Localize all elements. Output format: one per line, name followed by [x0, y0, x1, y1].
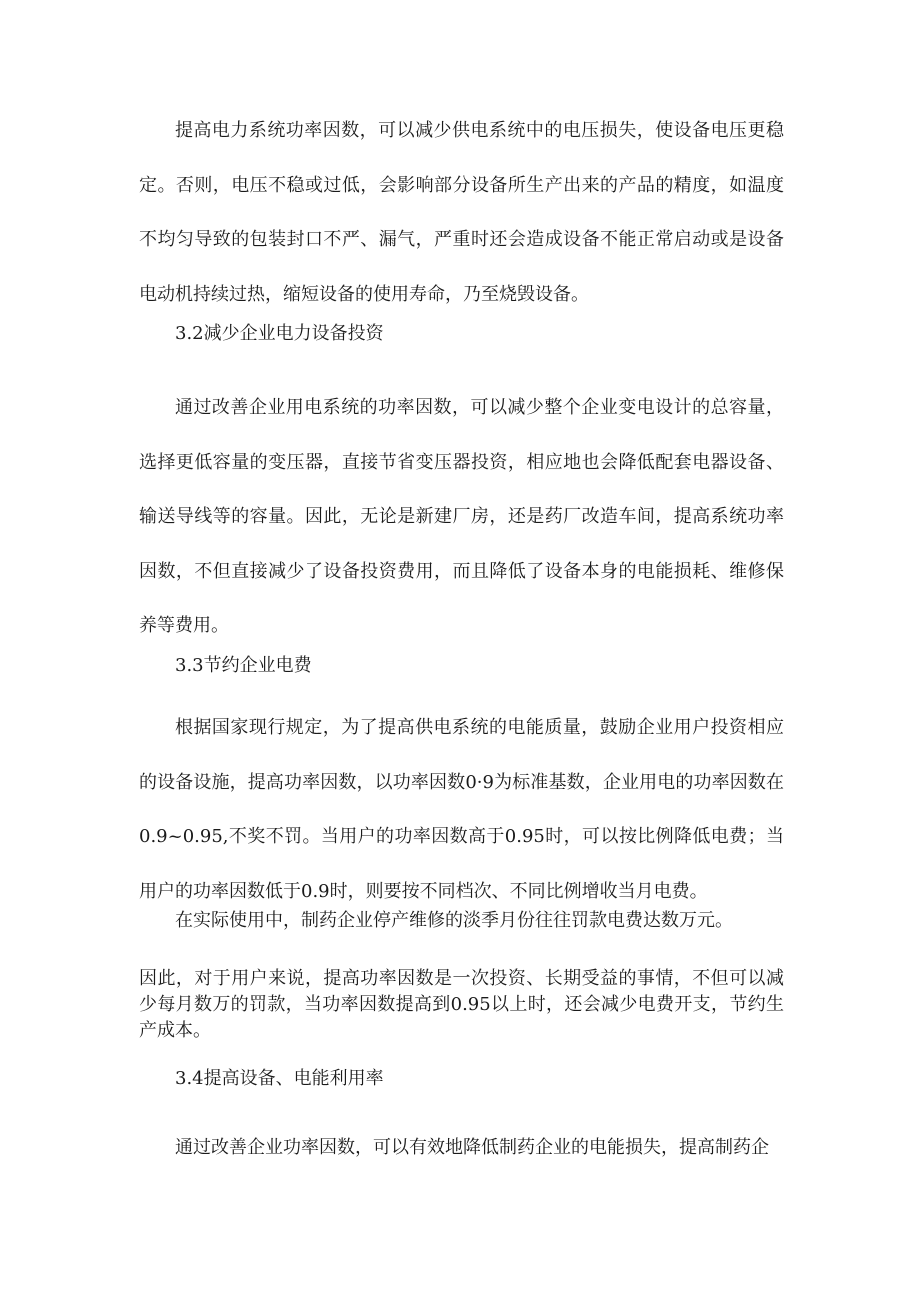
section-heading-3-2: 3.2减少企业电力设备投资 — [175, 323, 384, 344]
section-3-2-paragraph: 通过改善企业用电系统的功率因数，可以减少整个企业变电设计的总容量，选择更低容量的变压器，直接节省变压器投资，相应地也会降低配套电器设备、输送导线等的容量。因此，无论是新建厂房，还是药厂改造车间，提高系统功率因数，不但直接减少了设备投资费用，而且降低了设备本身的电能损耗、维修保养等费用。 — [139, 397, 784, 636]
section-heading-3-4: 3.4提高设备、电能利用率 — [175, 1068, 384, 1089]
intro-paragraph: 提高电力系统功率因数，可以减少供电系统中的电压损失，使设备电压更稳定。否则，电压不稳或过低，会影响部分设备所生产出来的产品的精度，如温度不均匀导致的包装封口不严、漏气，严重时还会造成设备不能正常启动或是设备电动机持续过热，缩短设备的使用寿命，乃至烧毁设备。 — [139, 120, 784, 305]
section-3-3-paragraph-1: 根据国家现行规定，为了提高供电系统的电能质量，鼓励企业用户投资相应的设备设施，提高功率因数，以功率因数0·9为标准基数，企业用电的功率因数在0.9~0.95,不奖不罚。当用户的功率因数高于0.95时，可以按比例降低电费；当用户的功率因数低于0.9时，则要按不同档次、不同比例增收当月电费。 — [139, 717, 784, 902]
section-heading-3-3: 3.3节约企业电费 — [175, 655, 312, 676]
section-3-3-paragraph-2: 在实际使用中，制药企业停产维修的淡季月份往往罚款电费达数万元。 — [175, 910, 733, 931]
section-3-4-paragraph: 通过改善企业功率因数，可以有效地降低制药企业的电能损失，提高制药企 — [175, 1137, 769, 1158]
section-3-3-paragraph-3: 因此，对于用户来说，提高功率因数是一次投资、长期受益的事情，不但可以减少每月数万的罚款，当功率因数提高到0.95以上时，还会减少电费开支，节约生产成本。 — [139, 968, 784, 1041]
